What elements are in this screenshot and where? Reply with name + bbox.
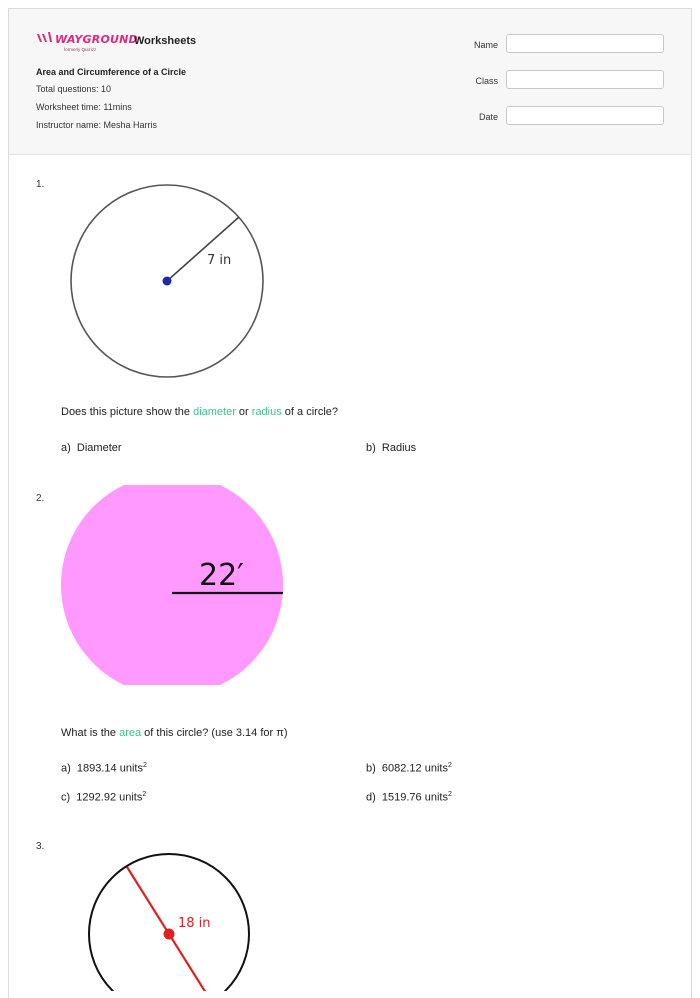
- q1-option-a[interactable]: a) Diameter: [61, 442, 122, 454]
- wayground-logo-icon: [36, 31, 56, 43]
- pink-circle: [61, 485, 283, 685]
- date-label: Date: [478, 112, 498, 122]
- question-2-number: 2.: [36, 493, 45, 504]
- question-1-text: Does this picture show the diameter or radius of a circle?: [61, 406, 338, 418]
- q1-option-b[interactable]: b) Radius: [366, 442, 417, 454]
- instructor-name: Instructor name: Mesha Harris: [36, 120, 158, 130]
- center-point: [163, 277, 172, 286]
- name-label: Name: [473, 40, 498, 50]
- worksheet-time: Worksheet time: 11mins: [36, 102, 132, 112]
- radius-label: 22′: [199, 558, 244, 593]
- q2-option-d[interactable]: d) 1519.76 units$^2$: [366, 791, 452, 804]
- section-label: Worksheets: [134, 35, 197, 47]
- worksheet-title: Area and Circumference of a Circle: [36, 67, 187, 77]
- class-label: Class: [475, 76, 498, 86]
- question-1-number: 1.: [36, 179, 45, 190]
- worksheet-header: [9, 9, 691, 155]
- brand-name: WAYGROUND: [55, 33, 138, 46]
- total-questions: Total questions: 10: [36, 84, 112, 94]
- circle-diameter-figure: [79, 847, 259, 991]
- question-3-number: 3.: [36, 841, 45, 852]
- q2-option-a[interactable]: a) 1893.14 units$^2$: [61, 762, 147, 775]
- circle-radius-figure: [69, 181, 269, 381]
- q2-option-b[interactable]: b) 6082.12 units$^2$: [366, 762, 452, 775]
- name-input[interactable]: [506, 34, 664, 53]
- question-2-text: What is the area of this circle? (use 3.14 for π): [61, 727, 288, 739]
- class-input[interactable]: [506, 70, 664, 89]
- diameter-label: 18 in: [178, 916, 211, 931]
- worksheet-page: [8, 8, 692, 998]
- q2-option-c[interactable]: c) 1292.92 units$^2$: [61, 791, 147, 804]
- pink-circle-figure: [59, 485, 289, 685]
- brand-subtitle: formerly Quizizz: [64, 47, 97, 52]
- date-input[interactable]: [506, 106, 664, 125]
- center-point: [164, 929, 175, 940]
- radius-label: 7 in: [207, 253, 232, 268]
